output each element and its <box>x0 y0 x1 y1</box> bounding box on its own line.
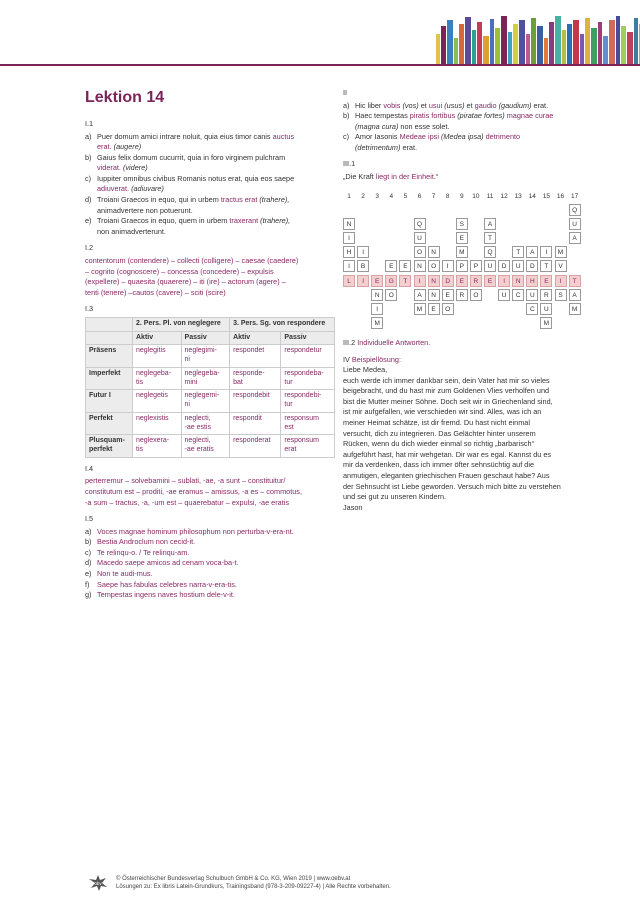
section-I3 <box>85 304 330 458</box>
row-header: Präsens <box>86 345 133 368</box>
book-spine <box>603 36 608 64</box>
table-cell: respondeba- tur <box>281 367 335 390</box>
item-number: c) <box>343 132 350 142</box>
crossword-cell: U <box>540 303 552 315</box>
footer-credits: Lösungen zu: Ex libris Latein-Grundkurs, Trainingsband (978-3-209-09227-4) | Alle Rechte vorbehalten. <box>116 884 391 891</box>
table-cell: responderat <box>230 435 281 458</box>
table-cell: responsum est <box>281 412 335 435</box>
table-cell: neglegitis <box>133 345 182 368</box>
crossword-cell: O <box>385 289 397 301</box>
letter-line: aufgeführt hast, hat mir wehgetan. Dir war es egal. Kannst du es <box>343 449 552 459</box>
book-spine <box>508 32 512 64</box>
crossword-cell: T <box>540 260 552 272</box>
text: non animadverterunt. <box>97 226 166 236</box>
text-part: detrimento <box>485 132 521 142</box>
item-number: b) <box>343 111 350 121</box>
crossword-cell: U <box>414 232 426 244</box>
text-line: constitutum est – proditi, -ae eramus – amissus, -a es – commotus, <box>85 486 302 496</box>
column-number: 12 <box>500 193 508 200</box>
item-number: a) <box>343 100 350 110</box>
item-number: d) <box>85 195 92 205</box>
book-spine <box>621 26 626 64</box>
text: (adiuvare) <box>129 184 164 194</box>
column-number: 5 <box>403 193 408 200</box>
book-spine <box>501 16 507 64</box>
crossword-cell: U <box>512 260 524 272</box>
text-part: non esse solet. <box>398 121 450 131</box>
table-cell: responsum erat <box>281 435 335 458</box>
crossword-cell: U <box>526 289 538 301</box>
left-column <box>85 119 330 607</box>
crossword-cell: O <box>442 303 454 315</box>
text-part: (vos) <box>400 100 419 110</box>
solution-cell: R <box>470 275 482 287</box>
column-number: 13 <box>514 193 522 200</box>
section-I5 <box>85 514 330 601</box>
column-number: 1 <box>347 193 351 200</box>
crossword-cell: R <box>540 289 552 301</box>
text-part: erat. <box>531 100 549 110</box>
section-I1 <box>85 119 330 237</box>
letter-line: euch werde ich immer dankbar sein, dein Vater hat mir so vieles <box>343 375 550 385</box>
text-part: piratis fortibus <box>409 111 456 121</box>
section-III2: III.2 Individuelle Antworten. <box>343 338 431 347</box>
section-III1 <box>343 159 598 182</box>
row-header: Imperfekt <box>86 367 133 390</box>
text: (videre) <box>120 163 148 173</box>
book-spine <box>483 36 489 64</box>
table-cell: neglegimi- ni <box>181 345 230 368</box>
answer: erat. <box>97 142 112 152</box>
item-text <box>97 216 290 237</box>
book-spine <box>447 20 453 64</box>
item-text <box>97 195 289 216</box>
column-number: 8 <box>445 193 450 200</box>
text: Troiani Graecos in equo, quem in urbem <box>97 216 230 226</box>
section-IV: IV Beispiellösung: Liebe Medea, euch werde ich immer dankbar sein, dein Vater hat mir so vieles beigebracht, und du hast mir zum Goldenen Vlies verholfen und bist die Mutter meiner Söhne. Doch seit wir in Griechenland sind, ist mir aufgefallen, wie verschieden wir sind. Alles, was ich an meiner Heimat schätze, ist dir fremd. Du hast nicht einmal versucht, dich zu integrieren. Das Gelächter hinter unserem Rücken, wenn du dich wieder einmal so richtig „barbarisch“ aufgeführt hast, hat mir wehgetan. Dir war es egal. Kannst du es mir da verdenken, dass ich immer öfter sehnsüchtig auf die anmutigen, eleganten griechischen Frauen geschaut habe? Aus der Sehnsucht ist Liebe geworden. Versuch mich bitte zu verstehen und sei gut zu unseren Kindern. Jason <box>343 355 598 514</box>
table-corner <box>86 317 133 331</box>
section-label: I.3 <box>85 304 94 314</box>
crossword-cell: E <box>399 260 411 272</box>
text: Iuppiter omnibus civibus Romanis notus erat, quia eos saepe <box>97 173 295 183</box>
crossword-solution: „Die Kraft liegt in der Einheit.“ <box>343 172 439 182</box>
text-line: (expellere) – quaesita (quaerere) – iti (ire) – actorum (agere) – <box>85 277 286 287</box>
text-part: Amor Iasonis <box>355 132 400 142</box>
text-part: et <box>418 100 429 110</box>
book-spine <box>567 24 572 64</box>
item-text <box>355 111 553 132</box>
table-header: 2. Pers. Pl. von neglegere <box>133 317 230 331</box>
table-cell: neglegemi- ni <box>181 390 230 413</box>
letter-line: versucht, dich zu integrieren. Das Gelächter hinter unserem <box>343 428 536 438</box>
book-spine <box>598 22 602 64</box>
solution-cell: I <box>555 275 567 287</box>
hint: (trahere), <box>257 195 290 205</box>
column-number: 4 <box>389 193 394 200</box>
text-part: Hic liber <box>355 100 384 110</box>
solution-cell: D <box>442 275 454 287</box>
book-spine <box>585 18 590 64</box>
letter-line: der Sehnsucht ist Liebe geworden. Versuch mich bitte zu verstehen <box>343 481 561 491</box>
header-rule <box>0 64 640 66</box>
crossword-cell: A <box>569 232 581 244</box>
right-column-lower <box>343 338 598 519</box>
hint: (trahere), <box>258 216 291 226</box>
solution-cell: I <box>414 275 426 287</box>
text: animadvertere non potuerunt. <box>97 205 193 215</box>
book-spine <box>580 34 584 64</box>
answer: traxerant <box>229 216 259 226</box>
list-item <box>85 216 330 237</box>
footer-copyright: © Österreichischer Bundesverlag Schulbuch GmbH & Co. KG, Wien 2019 | www.oebv.at <box>116 876 351 882</box>
table-header: 3. Pers. Sg. von respondere <box>230 317 335 331</box>
item-number: b) <box>85 152 92 162</box>
letter-signature: Jason <box>343 502 363 512</box>
solution-cell: E <box>540 275 552 287</box>
answer: adiuverat. <box>97 184 130 194</box>
item-text: Saepe has fabulas celebres narra-v-era-tis. <box>97 579 237 589</box>
section-I4 <box>85 464 330 508</box>
section-label: III.1 <box>343 159 356 169</box>
table-cell: respondet <box>230 345 281 368</box>
item-text: Non te audi-mus. <box>97 569 153 579</box>
column-number: 3 <box>375 193 379 200</box>
crossword-cell: M <box>414 303 426 315</box>
footer <box>116 875 391 892</box>
text: Gaius felix domum cucurrit, quia in foro virginem pulchram <box>97 152 286 162</box>
crossword-cell: N <box>428 246 440 258</box>
solution-cell: H <box>526 275 538 287</box>
text: Puer domum amici intrare noluit, quia eius timor canis <box>97 131 273 141</box>
crossword-cell: N <box>428 289 440 301</box>
text: Troiani Graecos in equo, qui in urbem <box>97 195 221 205</box>
column-number: 11 <box>486 193 494 200</box>
section-I2 <box>85 243 330 298</box>
book-spine <box>627 32 633 64</box>
text-part: (piratae fortes) <box>455 111 507 121</box>
crossword-cell: M <box>456 246 468 258</box>
crossword-cell: T <box>484 232 496 244</box>
text-line: – cognito (cognoscere) – concessa (concedere) – expulsis <box>85 266 274 276</box>
list-item <box>85 548 330 559</box>
item-number: f) <box>85 579 90 589</box>
row-header: Perfekt <box>86 412 133 435</box>
crossword-cell: E <box>442 289 454 301</box>
right-column <box>343 88 598 189</box>
item-text <box>355 101 548 112</box>
column-number: 10 <box>472 193 480 200</box>
crossword-cell: I <box>540 246 552 258</box>
text-part: (usus) <box>442 100 465 110</box>
table-row <box>86 412 335 435</box>
book-spine <box>609 20 615 64</box>
column-number: 17 <box>570 193 579 200</box>
column-number: 9 <box>459 193 464 200</box>
table-corner <box>86 331 133 345</box>
crossword-cell: V <box>555 260 567 272</box>
text-part: Medeae ipsi <box>399 132 439 142</box>
item-number: d) <box>85 558 92 568</box>
crossword-cell: A <box>569 289 581 301</box>
crossword-cell: U <box>484 260 496 272</box>
section-label: I.5 <box>85 514 94 524</box>
section-II <box>343 88 598 153</box>
solution-cell: E <box>371 275 383 287</box>
table-subheader: Passiv <box>181 331 230 345</box>
table-cell: respondetur <box>281 345 335 368</box>
answer: auctus <box>272 131 295 141</box>
crossword-cell: A <box>484 218 496 230</box>
book-spine <box>459 24 464 64</box>
text-part: (Medea ipsa) <box>438 132 486 142</box>
table-subheader: Aktiv <box>133 331 182 345</box>
crossword-cell: O <box>470 289 482 301</box>
conjugation-table <box>85 317 335 458</box>
crossword-cell: N <box>343 218 355 230</box>
crossword-cell: I <box>442 260 454 272</box>
answer: tractus erat <box>220 195 258 205</box>
text-part: et <box>464 100 475 110</box>
crossword-cell: C <box>512 289 524 301</box>
text-part: Haec tempestas <box>355 111 410 121</box>
book-spine <box>573 20 579 64</box>
table-cell: neglecti, -ae eratis <box>181 435 230 458</box>
table-subheader: Aktiv <box>230 331 281 345</box>
letter-line: Rücken, wenn du dich wieder einmal so richtig „barbarisch“ <box>343 439 535 449</box>
text-part: vobis <box>383 100 401 110</box>
book-spine <box>591 28 597 64</box>
item-text: Bestia Androclum non cecid-it. <box>97 537 196 547</box>
crossword-cell: U <box>569 218 581 230</box>
table-row <box>86 367 335 390</box>
logo-text: öbv <box>94 881 102 886</box>
book-spine <box>537 26 543 64</box>
book-spine <box>465 17 471 64</box>
solution-cell: G <box>385 275 397 287</box>
list-item <box>343 111 598 132</box>
crossword-cell: E <box>428 303 440 315</box>
text-line: -a sum – tractus, -a, -um est – quaerebatur – expulsi, -ae eratis <box>85 497 289 507</box>
answer: viderat. <box>97 163 121 173</box>
column-number: 2 <box>361 193 365 200</box>
list-item <box>85 569 330 580</box>
list-item <box>85 195 330 216</box>
item-text: Voces magnae hominum philosophum non perturba-v-era-nt. <box>97 526 294 536</box>
section-label: I.1 <box>85 119 94 128</box>
book-spine <box>436 34 440 64</box>
text-part: (detrimentum) <box>355 142 401 152</box>
text-part: gaudio <box>474 100 497 110</box>
crossword-cell: I <box>343 260 355 272</box>
item-text: Te relinqu-o. / Te relinqu-am. <box>97 547 190 557</box>
column-number: 15 <box>542 193 550 200</box>
section-label: I.4 <box>85 463 94 473</box>
column-number: 14 <box>528 193 536 200</box>
crossword-cell: D <box>498 260 510 272</box>
item-text <box>97 132 294 153</box>
letter-line: mir da verdenken, dass ich immer öfter sehnsüchtig auf die <box>343 460 535 470</box>
text-part: usui <box>428 100 443 110</box>
item-number: c) <box>85 173 92 183</box>
crossword-cell: S <box>555 289 567 301</box>
book-spine <box>490 19 494 64</box>
crossword-cell: M <box>569 303 581 315</box>
list-item <box>85 558 330 569</box>
text-part: erat. <box>400 142 418 152</box>
list-item <box>85 537 330 548</box>
table-subheader: Passiv <box>281 331 335 345</box>
letter-greeting: Liebe Medea, <box>343 365 388 375</box>
list-item <box>85 527 330 538</box>
crossword-cell: I <box>357 246 369 258</box>
book-spine <box>477 22 482 64</box>
table-cell: respondit <box>230 412 281 435</box>
column-number: 7 <box>431 193 436 200</box>
item-text <box>97 174 294 195</box>
letter-line: ist mir aufgefallen, wie verschieden wir sind. Alles, was ich an <box>343 407 542 417</box>
column-number: 6 <box>417 193 422 200</box>
bookshelf-decoration <box>436 14 640 64</box>
table-cell: respondebit <box>230 390 281 413</box>
row-header: Futur I <box>86 390 133 413</box>
table-row <box>86 390 335 413</box>
crossword-cell: A <box>526 246 538 258</box>
list-item <box>85 580 330 591</box>
crossword-cell: T <box>512 246 524 258</box>
table-row <box>86 345 335 368</box>
table-cell: neglexera- tis <box>133 435 182 458</box>
list-item <box>85 153 330 174</box>
letter-line: anmutigen, eleganten griechischen Frauen geschaut habe? Aus <box>343 470 550 480</box>
text: (augere) <box>111 142 142 152</box>
list-item <box>343 101 598 112</box>
crossword-cell: P <box>456 260 468 272</box>
item-number: g) <box>85 590 92 600</box>
book-spine <box>472 30 476 64</box>
crossword-cell: U <box>498 289 510 301</box>
list-item <box>85 174 330 195</box>
crossword-cell: C <box>526 303 538 315</box>
crossword-cell: E <box>385 260 397 272</box>
book-spine <box>531 18 536 64</box>
page-title: Lektion 14 <box>85 89 165 106</box>
table-cell: respondebi- tur <box>281 390 335 413</box>
crossword-cell: A <box>414 289 426 301</box>
solution-cell: T <box>399 275 411 287</box>
publisher-logo-icon <box>88 874 108 892</box>
table-row <box>86 435 335 458</box>
row-header: Plusquam- perfekt <box>86 435 133 458</box>
crossword-cell: O <box>428 260 440 272</box>
solution-cell: E <box>484 275 496 287</box>
item-text: Macedo saepe amicos ad cenam voca-ba-t. <box>97 558 239 568</box>
item-text <box>97 153 285 174</box>
crossword-cell: N <box>414 260 426 272</box>
item-text: Tempestas ingens naves hostium dele-v-it. <box>97 590 235 600</box>
crossword-cell: Q <box>484 246 496 258</box>
book-spine <box>513 24 518 64</box>
book-spine <box>616 16 620 64</box>
solution-cell: T <box>569 275 581 287</box>
solution-cell: N <box>428 275 440 287</box>
solution-cell: I <box>498 275 510 287</box>
solution-cell: I <box>357 275 369 287</box>
book-spine <box>549 22 554 64</box>
crossword-cell: M <box>371 317 383 329</box>
text-line: perterremur – solvebamini – sublati, -ae, -a sunt – constituitur/ <box>85 476 286 486</box>
solution-cell: E <box>456 275 468 287</box>
table-cell: neglegetis <box>133 390 182 413</box>
item-text <box>355 132 520 153</box>
text-line: contentorum (contendere) – collecti (colligere) – caesae (caedere) <box>85 255 299 265</box>
table-cell: neglegeba- mini <box>181 367 230 390</box>
item-number: a) <box>85 526 92 536</box>
crossword-cell: S <box>456 218 468 230</box>
crossword-cell: I <box>371 303 383 315</box>
book-spine <box>544 38 548 64</box>
text-line: tenti (tenere) –cautos (cavere) – sciti (scire) <box>85 287 226 297</box>
crossword-cell: M <box>555 246 567 258</box>
solution-cell: N <box>512 275 524 287</box>
solution-cell: L <box>343 275 355 287</box>
table-cell: responde- bat <box>230 367 281 390</box>
crossword-cell: I <box>343 232 355 244</box>
crossword-cell: D <box>526 260 538 272</box>
book-spine <box>634 18 638 64</box>
letter-line: meiner Heimat schätze, ist dir fremd. Du hast nicht einmal <box>343 418 530 428</box>
item-number: b) <box>85 537 92 547</box>
crossword-cell: E <box>456 232 468 244</box>
item-number: c) <box>85 547 92 557</box>
crossword-cell: H <box>343 246 355 258</box>
table-cell: neglecti, -ae estis <box>181 412 230 435</box>
column-number: 16 <box>556 193 565 200</box>
list-item <box>85 590 330 601</box>
text-part: (gaudium) <box>496 100 532 110</box>
book-spine <box>526 34 530 64</box>
section-label: I.2 <box>85 243 94 253</box>
letter-line: bist die Mutter meiner Söhne. Doch seit wir in Griechenland sind, <box>343 396 553 406</box>
item-number: e) <box>85 216 92 226</box>
crossword-cell: B <box>357 260 369 272</box>
book-spine <box>441 26 446 64</box>
section-label: II <box>343 88 348 97</box>
text-part: (magna cura) <box>355 121 399 131</box>
crossword-cell: R <box>456 289 468 301</box>
crossword-cell: N <box>371 289 383 301</box>
crossword-cell: Q <box>414 218 426 230</box>
crossword-cell: Q <box>569 204 581 216</box>
list-item <box>343 132 598 153</box>
letter-line: beigebracht, und du hast mir zum Goldenen Vlies verholfen und <box>343 386 550 396</box>
letter-line: und sei gut zu unseren Kindern. <box>343 492 447 502</box>
table-cell: neglegeba- tis <box>133 367 182 390</box>
book-spine <box>519 20 525 64</box>
crossword-cell: P <box>470 260 482 272</box>
book-spine <box>555 16 561 64</box>
crossword-cell: O <box>414 246 426 258</box>
crossword-cell: M <box>540 317 552 329</box>
book-spine <box>562 30 566 64</box>
table-cell: neglexistis <box>133 412 182 435</box>
item-number: e) <box>85 569 92 579</box>
list-item <box>85 132 330 153</box>
text-part: magnae curae <box>506 111 554 121</box>
book-spine <box>495 28 500 64</box>
item-number: a) <box>85 131 92 141</box>
book-spine <box>454 38 458 64</box>
